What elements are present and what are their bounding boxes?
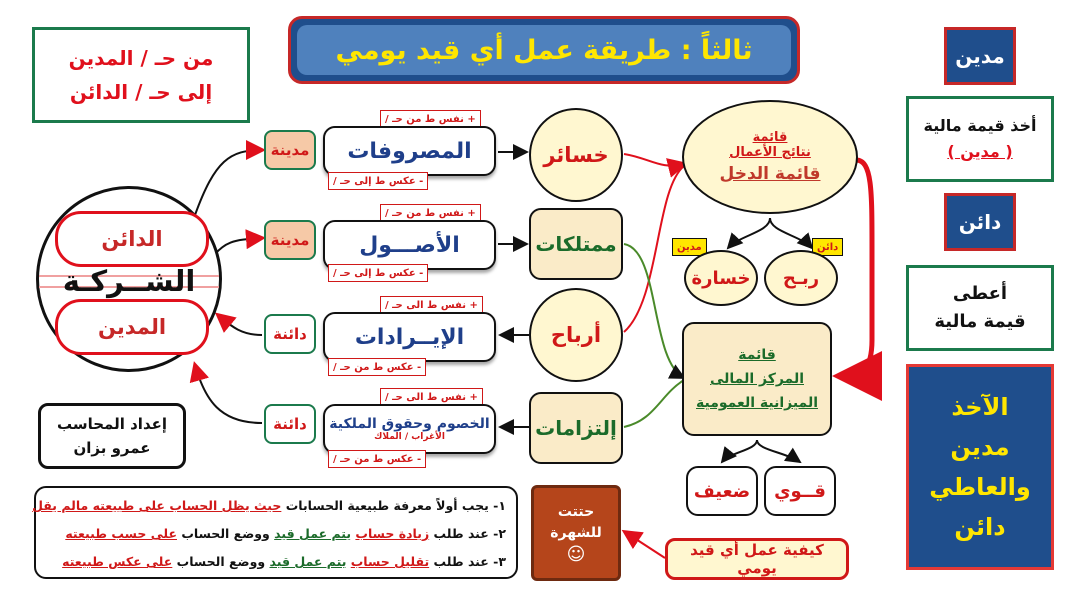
rule-to-creditor: إلى حـ / الدائن <box>69 80 213 104</box>
revenues-nature-pill: دائنة <box>264 314 316 354</box>
note-text: ٢- عند طلب <box>429 526 506 541</box>
take-value-note: ( مدين ) <box>947 142 1013 161</box>
assets-account: الأصـــول <box>323 220 496 270</box>
revenues-decrease-tag: - عكس ط من حـ / <box>328 358 426 376</box>
note-highlight: زيادة حساب <box>355 526 430 541</box>
give-value-line1: أعطى <box>952 283 1008 304</box>
balance-sheet-box <box>682 322 832 436</box>
income-statement-line1: قائمة <box>752 130 788 145</box>
note-highlight: تقليل حساب <box>350 554 430 569</box>
note-text: ١- يجب أولاً معرفة طبيعية الحسابات <box>281 498 506 513</box>
company-creditor-pill: الدائن <box>55 211 209 267</box>
balance-sheet-line1: قائمة <box>738 347 776 363</box>
author-role: إعداد المحاسب <box>56 415 168 433</box>
summary-line: الآخذ <box>951 393 1009 421</box>
author-name: عمرو بزان <box>73 439 151 457</box>
revenues-increase-tag: + نفس ط الى حـ / <box>380 296 483 314</box>
profits-circle: أرباح <box>529 288 623 382</box>
rule-from-debtor: من حـ / المدين <box>68 46 214 70</box>
note-highlight: على عكس طبيعته <box>62 554 173 569</box>
note-text: ٣- عند طلب <box>429 554 506 569</box>
summary-line: دائن <box>954 513 1006 541</box>
company-circle <box>36 186 222 372</box>
howto-box: كيفية عمل أي قيد يومي <box>665 538 849 580</box>
expenses-nature-pill: مدينة <box>264 130 316 170</box>
debtor-label: مدين <box>944 27 1016 85</box>
revenues-account: الإيــرادات <box>323 312 496 362</box>
note-line-3 <box>46 548 506 576</box>
fame-line1: حتتت <box>557 503 595 520</box>
assets-decrease-tag: - عكس ط إلى حـ / <box>328 264 428 282</box>
page-title-banner <box>288 16 800 84</box>
note-line-1 <box>32 492 506 520</box>
liabilities-account <box>323 404 496 454</box>
note-text: ووضع الحساب <box>172 554 270 569</box>
liabilities-nature-pill: دائنة <box>264 404 316 444</box>
note-highlight: على حسب طبيعته <box>65 526 177 541</box>
loss-debtor-tag: مدين <box>672 238 707 256</box>
income-statement-circle <box>682 100 858 214</box>
liabilities-decrease-tag: - عكس ط من حـ / <box>328 450 426 468</box>
journal-rule-box <box>32 27 250 123</box>
fame-line2: للشهرة <box>550 524 602 541</box>
liabilities-increase-tag: + نفس ط الى حـ / <box>380 388 483 406</box>
notes-box <box>34 486 518 579</box>
losses-circle: خسائر <box>529 108 623 202</box>
expenses-increase-tag: + نفس ط من حـ / <box>380 110 481 128</box>
income-statement-line3: قائمة الدخل <box>719 164 821 184</box>
company-name: الشــركـة <box>62 264 196 298</box>
expenses-decrease-tag: - عكس ط إلى حـ / <box>328 172 428 190</box>
assets-nature-pill: مدينة <box>264 220 316 260</box>
take-value-text: أخذ قيمة مالية <box>923 116 1037 135</box>
balance-sheet-line3: الميزانية العمومية <box>696 395 818 411</box>
note-highlight: يتم عمل قيد <box>269 554 347 569</box>
summary-line: مدين <box>950 433 1010 461</box>
profit-creditor-tag: دائن <box>812 238 843 256</box>
page-title: ثالثاً : طريقة عمل أي قيد يومي <box>297 25 791 75</box>
obligations-box: إلتزامات <box>529 392 623 464</box>
take-value-box <box>906 96 1054 182</box>
balance-sheet-line2: المركز المالى <box>710 371 804 387</box>
author-box <box>38 403 186 469</box>
smile-icon: ☺ <box>566 543 586 565</box>
creditor-label: دائن <box>944 193 1016 251</box>
give-value-box <box>906 265 1054 351</box>
liabilities-account-name: الخصوم وحقوق الملكية <box>329 416 490 432</box>
give-value-line2: قيمة مالية <box>934 311 1026 332</box>
summary-box <box>906 364 1054 570</box>
fame-box <box>531 485 621 581</box>
note-text: ووضع الحساب <box>176 526 275 541</box>
strong-box: قــوي <box>764 466 836 516</box>
properties-box: ممتلكات <box>529 208 623 280</box>
summary-line: والعاطي <box>929 473 1031 501</box>
liabilities-account-sub: الأغراب / الملاك <box>374 432 445 442</box>
note-line-2 <box>46 520 506 548</box>
note-highlight: حيث يظل الحساب على طبيعته مالم يقل <box>32 498 282 513</box>
company-debtor-pill: المدين <box>55 299 209 355</box>
assets-increase-tag: + نفس ط من حـ / <box>380 204 481 222</box>
note-highlight: يتم عمل قيد <box>274 526 352 541</box>
expenses-account: المصروفات <box>323 126 496 176</box>
profit-circle: ربـح <box>764 250 838 306</box>
loss-circle: خسارة <box>684 250 758 306</box>
income-statement-line2: نتائج الأعمال <box>729 145 811 160</box>
weak-box: ضعيف <box>686 466 758 516</box>
